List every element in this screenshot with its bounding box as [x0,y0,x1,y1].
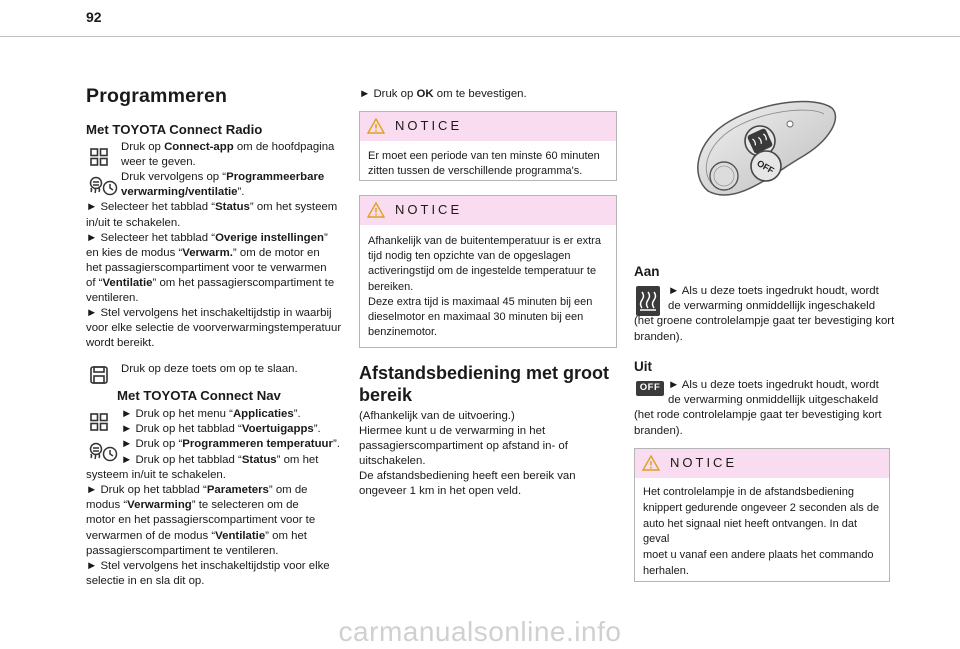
notice-header [360,196,616,225]
off-badge-label: OFF [639,382,661,393]
header-divider [0,36,960,37]
aan-text: ► Als u deze toets ingedrukt houdt, wordt de verwarming onmiddellijk ingeschakeld (het groene controlelampje gaat ter bevestiging kort branden). [634,285,895,343]
notice-text: Het controlelampje in de afstandsbediening knippert gedurende ongeveer 2 seconden als de auto het signaal niet heeft ontvangen. In dat geval moet u vanaf een andere plaats het commando herhalen. [643,486,880,577]
radio-text-line: of “Ventilatie” om het passagierscompartiment te [86,276,335,289]
apps-grid-icon [88,146,110,168]
radio-text-line: ventileren. [86,292,139,304]
preheating-clock-icon-nav [88,442,118,464]
radio-text-line: Druk vervolgens op “Programmeerbare [121,171,325,184]
radio-text-line: weer te geven. [121,156,196,169]
nav-text-line: ► Druk op “Programmeren temperatuur”. [121,438,340,451]
notice-text: Afhankelijk van de buitentemperatuur is er extra tijd nodig ten opzichte van de opgeslagen activeringstijd om de ingestelde temperatuur te bereiken. Deze extra tijd is maximaal 45 minuten bij een dieselmotor en maximaal 30 minuten bij een benzinemotor. [368,235,601,339]
notice-box-1 [359,111,617,181]
radio-text-line: wordt bereikt. [86,337,155,350]
warning-triangle-icon [367,202,385,218]
save-icon [88,364,110,386]
nav-text-line: passagierscompartiment te ventileren. [86,544,279,557]
nav-text-line: systeem in/uit te schakelen. [86,468,226,481]
uit-heading: Uit [634,359,652,374]
radio-text-line: voor elke selectie de voorverwarmingstemperatuur [86,322,342,335]
remote-control-illustration [690,96,840,216]
uit-text: ► Als u deze toets ingedrukt houdt, wordt de verwarming onmiddellijk uitgeschakeld (het rode controlelampje gaat ter bevestiging kort branden). [634,379,882,437]
nav-text-line: motor en het passagierscompartiment voor te [86,514,316,527]
watermark: carmanualsonline.info [338,616,622,647]
nav-text-line: ► Druk op het menu “Applicaties”. [121,408,301,420]
notice-header [360,112,616,141]
notice-label: NOTICE [395,118,463,133]
radio-text-line: verwarming/ventilatie”. [121,186,245,199]
remote-section-heading: Afstandsbediening met groot bereik [359,363,610,405]
radio-text-line: in/uit te schakelen. [86,216,181,229]
radio-text-line: Druk op Connect-app om de hoofdpagina [121,141,335,153]
nav-text-line: verwarmen of de modus “Ventilatie” om het [86,529,307,542]
preheating-clock-icon [88,176,118,198]
notice-box-2 [359,195,617,348]
nav-text-line: ► Druk op het tabblad “Parameters” om de [86,484,308,496]
notice-header [635,449,889,478]
nav-text-line: modus “Verwarming” te selecteren om de [86,499,299,512]
radio-text-line: en kies de modus “Verwarm.” om de motor en [86,246,320,259]
nav-text-line: ► Druk op het tabblad “Status” om het [121,453,319,466]
notice-label: NOTICE [670,455,738,470]
notice-box-3 [634,448,890,582]
warning-triangle-icon [642,455,660,471]
radio-text-line: het passagierscompartiment voor te verwarmen [86,261,327,274]
nav-text-line: ► Stel vervolgens het inschakeltijdstip voor elke [86,560,330,572]
aan-heading: Aan [634,264,660,279]
ok-instruction: ► Druk op OK om te bevestigen. [359,88,527,100]
radio-text-line: Druk op deze toets om op te slaan. [121,363,298,375]
radio-text-line: ► Stel vervolgens het inschakeltijdstip in waarbij [86,307,332,320]
nav-heading: Met TOYOTA Connect Nav [117,388,281,403]
warning-triangle-icon [367,118,385,134]
remote-off-label: OFF [755,158,776,176]
radio-heading: Met TOYOTA Connect Radio [86,122,263,137]
apps-grid-icon-nav [88,411,110,433]
section-title: Programmeren [86,85,228,107]
page-number: 92 [86,9,102,25]
radio-text-line: ► Selecteer het tabblad “Overige instellingen” [86,231,328,244]
nav-text-line: selectie in en sla dit op. [86,575,205,588]
nav-text-line: ► Druk op het tabblad “Voertuigapps”. [121,423,321,436]
notice-label: NOTICE [395,202,463,217]
remote-section-body: (Afhankelijk van de uitvoering.) Hiermee kunt u de verwarming in het passagierscompartiment op afstand in- of uitschakelen. De afstandsbediening heeft een bereik van ongeveer 1 km in het open veld. [359,410,576,497]
notice-text: Er moet een periode van ten minste 60 minuten zitten tussen de verschillende programma's. [368,150,600,178]
radio-text-line: ► Selecteer het tabblad “Status” om het systeem [86,201,338,214]
